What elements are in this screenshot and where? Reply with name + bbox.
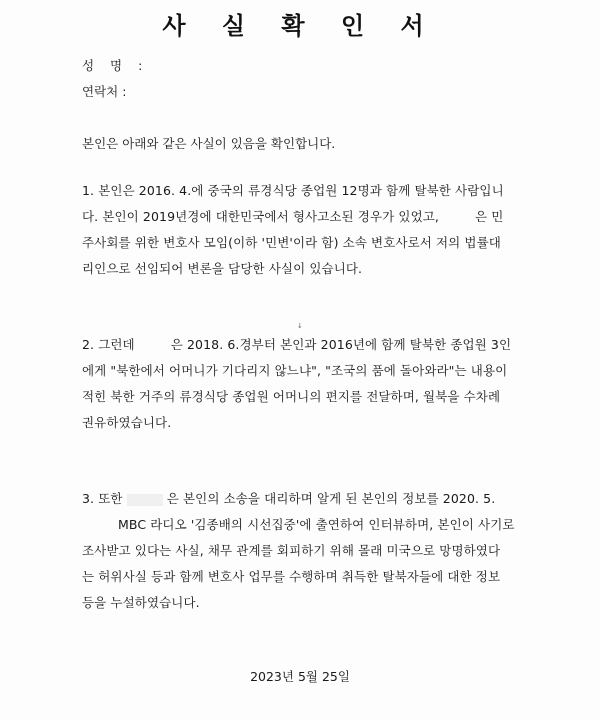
paragraph-3-line-4: 는 허위사실 등과 함께 변호사 업무를 수행하며 취득한 탈북자들에 대한 정보 xyxy=(82,569,501,584)
paragraph-1 xyxy=(82,178,552,282)
paragraph-1-line-2-text: 다. 본인이 2019년경에 대한민국에서 형사고소된 경우가 있었고, xyxy=(82,209,439,224)
document-title: 사 실 확 인 서 xyxy=(162,11,438,40)
name-field-label: 성 명 : xyxy=(82,58,149,73)
paragraph-3-line-1 xyxy=(82,486,552,512)
paragraph-3-line-5: 등을 누설하였습니다. xyxy=(82,595,200,610)
paragraph-3 xyxy=(82,486,552,616)
paragraph-3-line-3: 조사받고 있다는 사실, 채무 관계를 회피하기 위해 몰래 미국으로 망명하였다 xyxy=(82,543,501,558)
scan-mark: ↓ xyxy=(297,322,303,330)
paragraph-2 xyxy=(82,332,552,436)
paragraph-3-line-1-text: 은 본인의 소송을 대리하며 알게 된 본인의 정보를 2020. 5. xyxy=(166,491,496,506)
paragraph-2-line-1-head: 2. 그런데 xyxy=(82,337,135,352)
paragraph-2-line-2: 에게 "북한에서 어머니가 기다리지 않느냐", "조국의 품에 돌아와라"는 내용이 xyxy=(82,363,508,378)
document-date: 2023년 5월 25일 xyxy=(250,669,350,684)
paragraph-3-line-2: MBC 라디오 '김종배의 시선집중'에 출연하여 인터뷰하며, 본인이 사기로 xyxy=(118,517,515,532)
paragraph-2-line-3: 적힌 북한 거주의 류경식당 종업원 어머니의 편지를 전달하며, 월북을 수차례 xyxy=(82,389,501,404)
paragraph-1-line-2 xyxy=(82,204,552,230)
intro-statement: 본인은 아래와 같은 사실이 있음을 확인합니다. xyxy=(82,136,336,151)
paragraph-1-line-2-tail: 은 민 xyxy=(475,209,504,224)
paragraph-1-line-1: 1. 본인은 2016. 4.에 중국의 류경식당 종업원 12명과 함께 탈북한 사람입니 xyxy=(82,183,504,198)
paragraph-2-line-1-text: 은 2018. 6.경부터 본인과 2016년에 함께 탈북한 종업원 3인 xyxy=(170,337,512,352)
redacted-name xyxy=(127,494,163,506)
contact-field-label: 연락처 : xyxy=(82,84,127,99)
paragraph-1-line-3: 주사회를 위한 변호사 모임(이하 '민변'이라 함) 소속 변호사로서 저의 법률대 xyxy=(82,235,501,250)
paragraph-1-line-4: 리인으로 선임되어 변론을 담당한 사실이 있습니다. xyxy=(82,261,363,276)
paragraph-2-line-4: 권유하였습니다. xyxy=(82,415,172,430)
paragraph-3-line-1-head: 3. 또한 xyxy=(82,491,123,506)
paragraph-2-line-1 xyxy=(82,332,552,358)
